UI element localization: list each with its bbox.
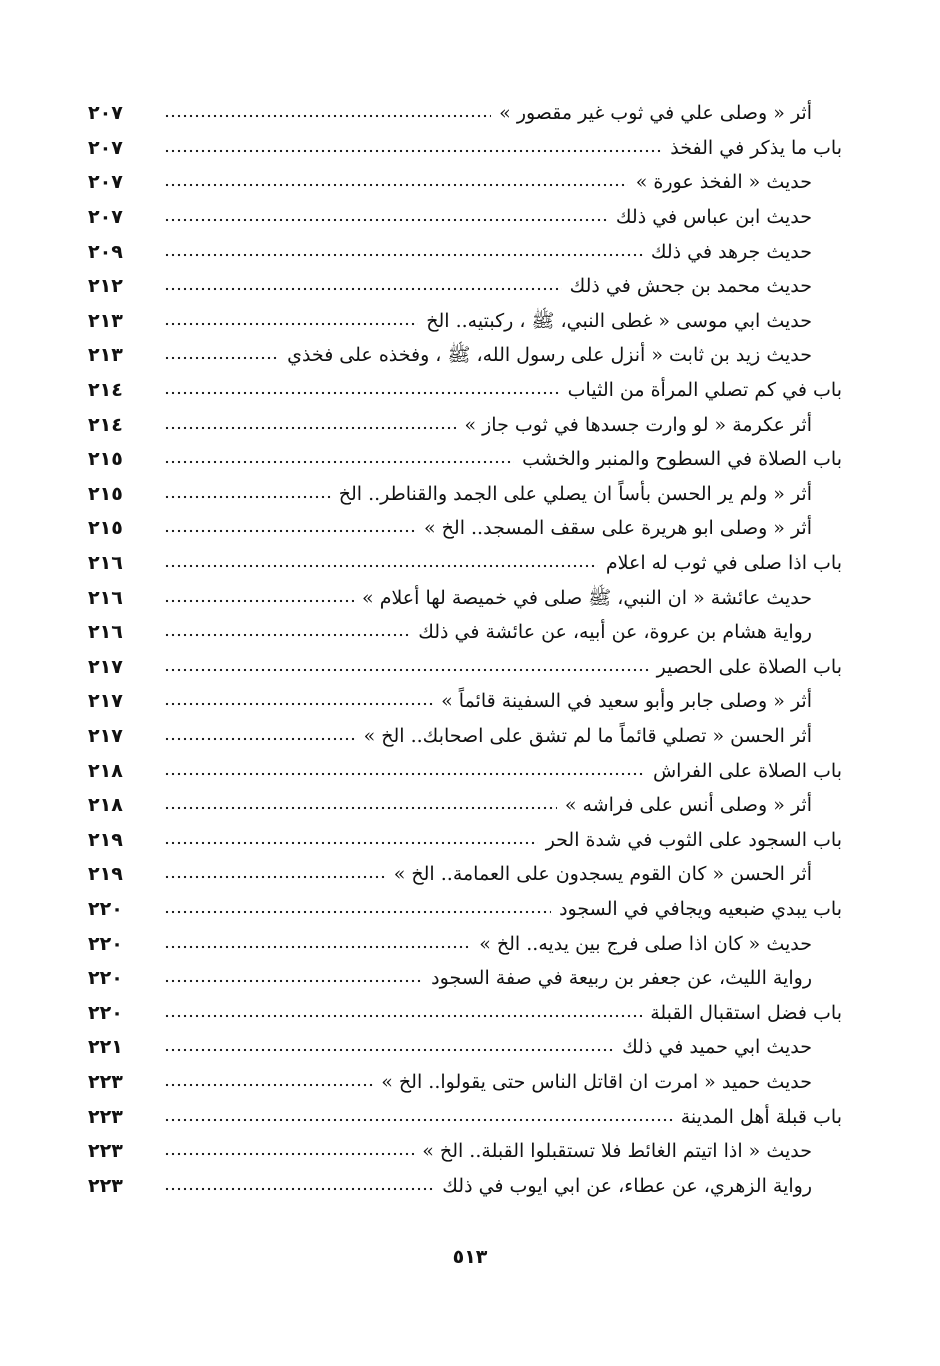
- toc-entry-page: ٢٠٧: [88, 171, 123, 194]
- toc-entry-page: ٢٠٧: [88, 136, 123, 159]
- toc-entry-title: حديث ابي موسى « غطى النبي، ﷺ ، ركبتيه.. الخ: [426, 309, 812, 332]
- toc-entry: [88, 1030, 842, 1065]
- toc-entry-page: ٢١٩: [88, 828, 123, 851]
- toc-entry-title: باب السجود على الثوب في شدة الحر: [545, 828, 842, 851]
- toc-entry: [88, 650, 842, 685]
- toc-entry-page: ٢٠٧: [88, 102, 123, 125]
- toc-entry-page: ٢١٦: [88, 586, 123, 609]
- toc-entry-title: رواية الليث، عن جعفر بن ربيعة في صفة السجود: [431, 967, 812, 990]
- toc-entry-page: ٢١٦: [88, 621, 123, 644]
- toc-entry-title: رواية هشام بن عروة، عن أبيه، عن عائشة في ذلك: [418, 621, 812, 644]
- dot-leader: [164, 597, 354, 605]
- dot-leader: [164, 1185, 434, 1193]
- toc-entry: [88, 96, 842, 131]
- toc-entry-page: ٢١٩: [88, 863, 123, 886]
- toc-entry: [88, 580, 842, 615]
- toc-entry: [88, 995, 842, 1030]
- toc-entry-title: باب الصلاة على الحصير: [656, 655, 842, 678]
- toc-entry-title: باب في كم تصلي المرأة من الثياب: [567, 379, 842, 402]
- dot-leader: [164, 181, 628, 189]
- toc-entry-page: ٢١٦: [88, 552, 123, 575]
- dot-leader: [164, 112, 491, 120]
- toc-entry-page: ٢١٧: [88, 690, 123, 713]
- toc-entry: [88, 684, 842, 719]
- toc-entry: [88, 477, 842, 512]
- toc-entry: [88, 338, 842, 373]
- toc-entry: [88, 165, 842, 200]
- toc-entry-title: حديث ابن عباس في ذلك: [615, 206, 812, 229]
- toc-entry: [88, 788, 842, 823]
- toc-entry-page: ٢٢١: [88, 1036, 123, 1059]
- toc-entry-title: أثر « ولم ير الحسن بأساً ان يصلي على الجمد والقناطر.. الخ: [338, 482, 812, 505]
- page-number: ٥١٣: [452, 1246, 488, 1268]
- toc-entry: [88, 131, 842, 166]
- toc-entry-title: باب فضل استقبال القبلة: [650, 1001, 842, 1024]
- toc-entry-page: ٢١٨: [88, 759, 123, 782]
- toc-entry-page: ٢١٣: [88, 344, 123, 367]
- toc-entry: [88, 857, 842, 892]
- toc-entry-title: حديث « اذا اتيتم الغائط فلا تستقبلوا القبلة.. الخ »: [422, 1140, 812, 1163]
- toc-entry-title: أثر « وصلى جابر وأبو سعيد في السفينة قائماً »: [441, 690, 812, 713]
- toc-entry: [88, 269, 842, 304]
- toc-entry-page: ٢١٧: [88, 724, 123, 747]
- dot-leader: [164, 1116, 673, 1124]
- toc-entry: [88, 822, 842, 857]
- dot-leader: [164, 285, 562, 293]
- toc-entry: [88, 926, 842, 961]
- toc-entry: [88, 234, 842, 269]
- toc-entry: [88, 615, 842, 650]
- dot-leader: [164, 908, 551, 916]
- toc-entry: [88, 1168, 842, 1203]
- toc-entry-title: حديث « كان اذا صلى فرج بين يديه.. الخ »: [479, 932, 812, 955]
- toc-entry-page: ٢٢٣: [88, 1140, 123, 1163]
- toc-entry-title: حديث ابي حميد في ذلك: [622, 1036, 812, 1059]
- toc-entry-title: حديث زيد بن ثابت « أنزل على رسول الله، ﷺ ، وفخذه على فخذي: [287, 344, 812, 367]
- toc-entry-title: باب الصلاة في السطوح والمنبر والخشب: [522, 448, 842, 471]
- toc-entry-page: ٢٢٠: [88, 967, 123, 990]
- dot-leader: [164, 943, 471, 951]
- dot-leader: [164, 562, 598, 570]
- toc-entry-page: ٢٢٣: [88, 1105, 123, 1128]
- toc-entry-page: ٢١٥: [88, 448, 123, 471]
- toc-entry-title: رواية الزهري، عن عطاء، عن ابي ايوب في ذلك: [442, 1174, 812, 1197]
- table-of-contents: [88, 96, 842, 1203]
- toc-entry-title: أثر « وصلى ابو هريرة على سقف المسجد.. الخ »: [423, 517, 812, 540]
- toc-entry: [88, 753, 842, 788]
- toc-entry-title: أثر « وصلى أنس على فراشه »: [564, 794, 812, 817]
- dot-leader: [164, 216, 608, 224]
- toc-entry-page: ٢١٨: [88, 794, 123, 817]
- toc-entry-page: ٢٢٠: [88, 897, 123, 920]
- dot-leader: [164, 804, 557, 812]
- toc-entry: [88, 511, 842, 546]
- toc-entry-title: باب الصلاة على الفراش: [652, 759, 842, 782]
- toc-entry-title: باب ما يذكر في الفخذ: [670, 136, 842, 159]
- toc-entry-title: حديث جرهد في ذلك: [650, 240, 812, 263]
- toc-entry: [88, 304, 842, 339]
- toc-entry-title: أثر الحسن « تصلي قائماً ما لم تشق على اصحابك.. الخ »: [363, 724, 812, 747]
- toc-entry: [88, 961, 842, 996]
- toc-entry-title: حديث « الفخذ عورة »: [635, 171, 812, 194]
- toc-entry-title: حديث محمد بن جحش في ذلك: [569, 275, 812, 298]
- toc-entry-page: ٢٢٠: [88, 932, 123, 955]
- toc-entry-title: باب قبلة أهل المدينة: [680, 1105, 842, 1128]
- toc-entry: [88, 1134, 842, 1169]
- toc-entry-page: ٢١٤: [88, 413, 123, 436]
- dot-leader: [164, 1012, 642, 1020]
- toc-entry: [88, 719, 842, 754]
- dot-leader: [164, 631, 410, 639]
- toc-entry: [88, 1099, 842, 1134]
- dot-leader: [164, 458, 514, 466]
- toc-entry-page: ٢٢٣: [88, 1174, 123, 1197]
- toc-entry: [88, 200, 842, 235]
- dot-leader: [164, 147, 662, 155]
- toc-entry-page: ٢١٢: [88, 275, 123, 298]
- toc-entry-page: ٢١٣: [88, 309, 123, 332]
- toc-entry-page: ٢١٥: [88, 482, 123, 505]
- dot-leader: [164, 700, 433, 708]
- toc-entry-page: ٢٠٧: [88, 206, 123, 229]
- toc-entry-page: ٢١٤: [88, 379, 123, 402]
- dot-leader: [164, 666, 649, 674]
- dot-leader: [164, 770, 645, 778]
- toc-entry-page: ٢٢٣: [88, 1070, 123, 1093]
- dot-leader: [164, 1150, 414, 1158]
- toc-entry-page: ٢٢٠: [88, 1001, 123, 1024]
- toc-entry: [88, 546, 842, 581]
- toc-entry-title: باب اذا صلى في ثوب له اعلام: [605, 552, 842, 575]
- toc-entry-page: ٢١٧: [88, 655, 123, 678]
- toc-entry-title: باب يبدي ضبعيه ويجافي في السجود: [559, 897, 842, 920]
- dot-leader: [164, 320, 418, 328]
- dot-leader: [164, 1081, 373, 1089]
- toc-entry-page: ٢١٥: [88, 517, 123, 540]
- toc-entry-title: حديث عائشة « ان النبي، ﷺ صلى في خميصة لها أعلام »: [362, 586, 812, 609]
- dot-leader: [164, 735, 356, 743]
- toc-entry: [88, 442, 842, 477]
- toc-entry: [88, 373, 842, 408]
- toc-entry-page: ٢٠٩: [88, 240, 123, 263]
- toc-entry-title: أثر عكرمة « لو وارت جسدها في ثوب جاز »: [464, 413, 812, 436]
- toc-entry-title: أثر الحسن « كان القوم يسجدون على العمامة.. الخ »: [393, 863, 812, 886]
- dot-leader: [164, 977, 423, 985]
- dot-leader: [164, 1046, 614, 1054]
- dot-leader: [164, 354, 279, 362]
- toc-entry: [88, 1065, 842, 1100]
- dot-leader: [164, 873, 386, 881]
- dot-leader: [164, 389, 560, 397]
- dot-leader: [164, 424, 456, 432]
- dot-leader: [164, 251, 643, 259]
- toc-entry-title: حديث حميد « امرت ان اقاتل الناس حتى يقولوا.. الخ »: [381, 1070, 812, 1093]
- toc-entry: [88, 892, 842, 927]
- toc-entry-title: أثر « وصلى علي في ثوب غير مقصور »: [499, 102, 812, 125]
- toc-entry: [88, 407, 842, 442]
- dot-leader: [164, 493, 331, 501]
- dot-leader: [164, 839, 538, 847]
- dot-leader: [164, 527, 416, 535]
